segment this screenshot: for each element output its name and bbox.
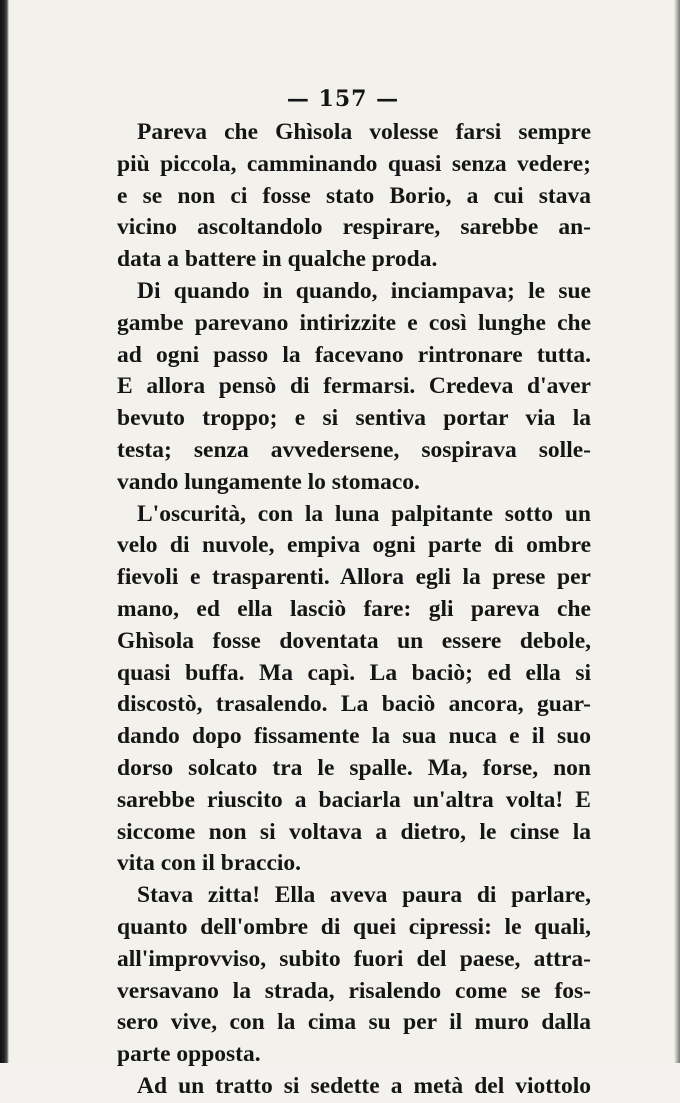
- text-line: versavano la strada, risalendo come se fos-: [117, 977, 591, 1004]
- page-number: — 157 —: [286, 86, 400, 112]
- text-line: Pareva che Ghìsola volesse farsi sempre: [137, 119, 591, 145]
- text-line: data a battere in qualche proda.: [117, 246, 438, 273]
- text-line: vicino ascoltandolo respirare, sarebbe an-: [117, 214, 591, 241]
- text-line: mano, ed ella lasciò fare: gli pareva che: [117, 595, 591, 622]
- text-line: L'oscurità, con la luna palpitante sotto un: [137, 500, 591, 527]
- text-line: dorso solcato tra le spalle. Ma, forse, non: [117, 754, 591, 781]
- text-line: parte opposta.: [117, 1041, 261, 1068]
- text-line: siccome non si voltava a dietro, le cinse la: [117, 818, 591, 845]
- text-line: vando lungamente lo stomaco.: [117, 468, 420, 495]
- text-line: dando dopo fissamente la sua nuca e il suo: [117, 723, 591, 750]
- text-line: E allora pensò di fermarsi. Credeva d'aver: [117, 373, 591, 400]
- text-line: all'improvviso, subito fuori del paese, attra-: [117, 945, 591, 972]
- text-line: testa; senza avvedersene, sospirava solle-: [117, 436, 591, 463]
- text-line: fievoli e trasparenti. Allora egli la prese per: [117, 564, 591, 591]
- text-line: e se non ci fosse stato Borio, a cui stava: [117, 182, 591, 209]
- text-line: Stava zitta! Ella aveva paura di parlare,: [137, 882, 591, 909]
- text-line: Ghìsola fosse doventata un essere debole,: [117, 627, 591, 654]
- text-line: discostò, trasalendo. La baciò ancora, guar-: [117, 691, 591, 718]
- text-line: bevuto troppo; e si sentiva portar via la: [117, 405, 591, 432]
- text-line: vita con il braccio.: [117, 850, 302, 877]
- text-line: più piccola, camminando quasi senza vedere;: [117, 150, 591, 177]
- text-line: Ad un tratto si sedette a metà del viottolo: [137, 1072, 591, 1099]
- text-line: Di quando in quando, inciampava; le sue: [137, 277, 591, 304]
- text-line: gambe parevano intirizzite e così lunghe che: [117, 309, 591, 336]
- text-line: sero vive, con la cima su per il muro dalla: [117, 1009, 591, 1036]
- page-edge-shadow: [674, 0, 680, 1063]
- text-line: sarebbe riuscito a baciarla un'altra volta! E: [117, 786, 591, 813]
- text-line: ad ogni passo la facevano rintronare tutta.: [117, 341, 591, 368]
- text-line: quanto dell'ombre di quei cipressi: le quali,: [117, 913, 591, 940]
- text-line: velo di nuvole, empiva ogni parte di ombre: [117, 532, 591, 559]
- text-line: quasi buffa. Ma capì. La baciò; ed ella si: [117, 659, 591, 686]
- page-binding-shadow: [0, 0, 9, 1063]
- body-text: [117, 117, 591, 1103]
